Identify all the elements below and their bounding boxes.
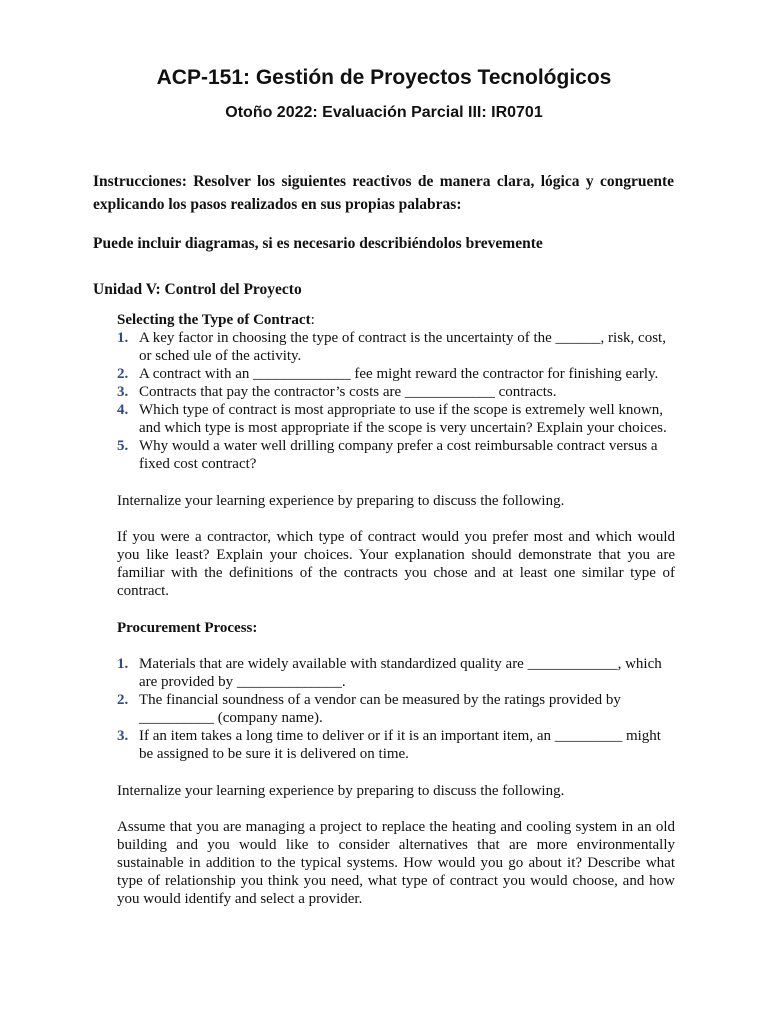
question-number: 4.	[117, 402, 129, 418]
internalize-note-1: Internalize your learning experience by preparing to discuss the following.	[117, 493, 565, 509]
question-text: The financial soundness of a vendor can be measured by the ratings provided by __________ (company name).	[139, 692, 621, 726]
list-item	[117, 383, 675, 401]
section1-question-list	[117, 329, 675, 473]
section2-heading: Procurement Process:	[117, 620, 258, 636]
section2-question-list	[117, 655, 675, 763]
list-item	[117, 365, 675, 383]
discussion-paragraph-2: Assume that you are managing a project to replace the heating and cooling system in an old building and you would like to consider alternatives that are more environmentally sustainable in addition to the typical systems. How would you go about it? Describe what type of relationship you think you need, what type of contract you would choose, and how you would identify and select a provider.	[117, 819, 675, 907]
unit-heading: Unidad V: Control del Proyecto	[93, 281, 302, 298]
question-number: 5.	[117, 438, 129, 454]
diagram-note: Puede incluir diagramas, si es necesario describiéndolos brevemente	[93, 235, 543, 252]
list-item	[117, 691, 675, 727]
document-subtitle: Otoño 2022: Evaluación Parcial III: IR0701	[225, 104, 543, 121]
question-text: A key factor in choosing the type of contract is the uncertainty of the ______, risk, cost, or sched ule of the activity.	[139, 330, 666, 364]
discussion-paragraph-1: If you were a contractor, which type of contract would you prefer most and which would you like least? Explain your choices. Your explanation should demonstrate that you are familiar with the definitions of the contracts you chose and at least one similar type of contract.	[117, 529, 675, 599]
section1-heading	[117, 311, 675, 329]
question-text: Which type of contract is most appropriate to use if the scope is extremely well known, and which type is most appropriate if the scope is very uncertain? Explain your choices.	[139, 402, 667, 436]
question-text: Contracts that pay the contractor’s costs are ____________ contracts.	[139, 384, 557, 400]
question-number: 2.	[117, 692, 129, 708]
document-title: ACP-151: Gestión de Proyectos Tecnológicos	[156, 66, 612, 89]
question-text: A contract with an _____________ fee might reward the contractor for finishing early.	[139, 366, 659, 382]
list-item	[117, 727, 675, 763]
list-item	[117, 437, 675, 473]
section1-heading-colon: :	[310, 312, 315, 328]
question-text: If an item takes a long time to deliver or if it is an important item, an _________ might be assigned to be sure it is delivered on time.	[139, 728, 661, 762]
question-number: 3.	[117, 728, 129, 744]
internalize-note-2: Internalize your learning experience by preparing to discuss the following.	[117, 783, 565, 799]
question-number: 2.	[117, 366, 129, 382]
list-item	[117, 401, 675, 437]
instructions-paragraph: Instrucciones: Resolver los siguientes reactivos de manera clara, lógica y congruente explicando los pasos realizados en sus propias palabras:	[93, 173, 674, 213]
question-number: 1.	[117, 330, 129, 346]
question-text: Materials that are widely available with standardized quality are ____________, which are provided by ______________.	[139, 656, 662, 690]
section1-heading-text: Selecting the Type of Contract	[117, 312, 311, 328]
question-number: 3.	[117, 384, 129, 400]
question-text: Why would a water well drilling company prefer a cost reimbursable contract versus a fixed cost contract?	[139, 438, 658, 472]
list-item	[117, 655, 675, 691]
list-item	[117, 329, 675, 365]
question-number: 1.	[117, 656, 129, 672]
